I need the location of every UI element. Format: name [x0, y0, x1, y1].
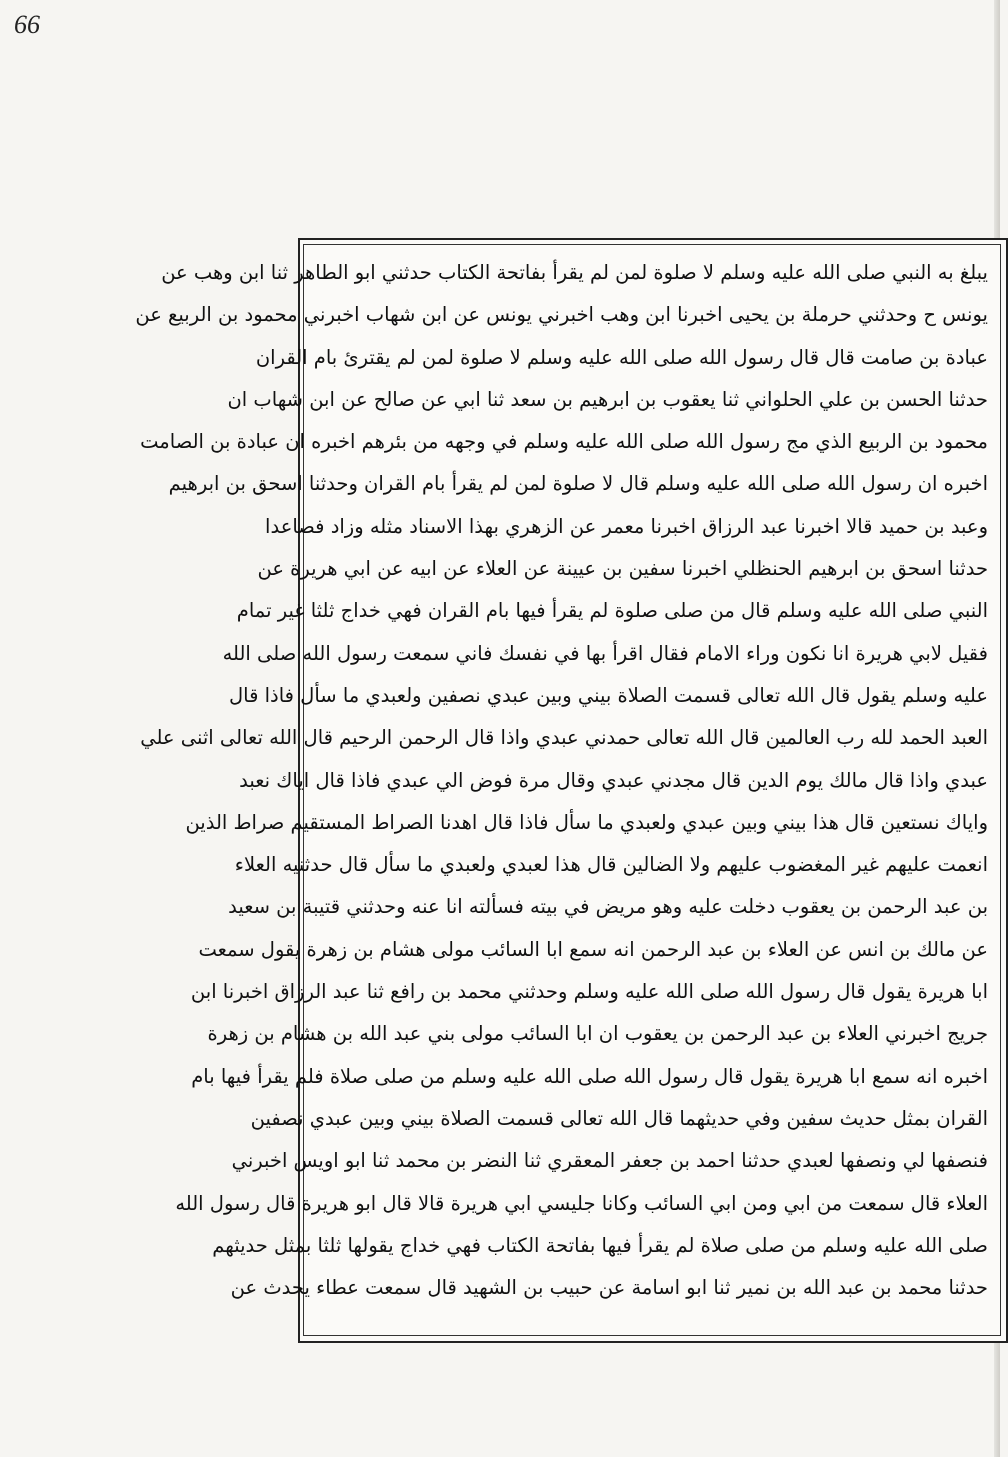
manuscript-line: عبدي واذا قال مالك يوم الدين قال مجدني عبدي وقال مرة فوض الي عبدي فاذا قال اياك نعبد	[239, 768, 988, 792]
manuscript-text-block	[135, 252, 988, 1332]
manuscript-line: العلاء قال سمعت من ابي ومن ابي السائب وكانا جليسي ابي هريرة قالا قال ابو هريرة قال رسول الله	[175, 1191, 988, 1215]
manuscript-line: صلى الله عليه وسلم من صلى صلاة لم يقرأ فيها بفاتحة الكتاب فهي خداج يقولها ثلثا بمثل حديثهم	[212, 1233, 988, 1257]
manuscript-line: عليه وسلم يقول قال الله تعالى قسمت الصلاة بيني وبين عبدي نصفين ولعبدي ما سأل فاذا قال	[228, 683, 988, 707]
manuscript-line: اخبره انه سمع ابا هريرة يقول قال رسول الله صلى الله عليه وسلم من صلى صلاة فلم يقرأ فيها بام	[191, 1064, 988, 1088]
manuscript-line: القران بمثل حديث سفين وفي حديثهما قال الله تعالى قسمت الصلاة بيني وبين عبدي نصفين	[250, 1106, 988, 1130]
manuscript-line: واياك نستعين قال هذا بيني وبين عبدي ولعبدي ما سأل فاذا قال اهدنا الصراط المستقيم صراط الذين	[185, 810, 988, 834]
manuscript-line: جريج اخبرني العلاء بن عبد الرحمن بن يعقوب ان ابا السائب مولى بني عبد الله بن هشام بن زهرة	[207, 1022, 988, 1046]
manuscript-line: عن مالك بن انس عن العلاء بن عبد الرحمن انه سمع ابا السائب مولى هشام بن زهرة يقول سمعت	[198, 937, 988, 961]
manuscript-line: فنصفها لي ونصفها لعبدي حدثنا احمد بن جعفر المعقري ثنا النضر بن محمد ثنا ابو اويس اخبرني	[231, 1149, 988, 1173]
manuscript-line: انعمت عليهم غير المغضوب عليهم ولا الضالين قال هذا لعبدي ولعبدي ما سأل قال حدثنيه العلاء	[234, 853, 988, 877]
manuscript-line: حدثنا محمد بن عبد الله بن نمير ثنا ابو اسامة عن حبيب بن الشهيد قال سمعت عطاء يحدث عن	[230, 1276, 988, 1300]
manuscript-line: يبلغ به النبي صلى الله عليه وسلم لا صلوة لمن لم يقرأ بفاتحة الكتاب حدثني ابو الطاهر ثنا ابن وهب عن	[161, 261, 988, 284]
manuscript-line: العبد الحمد لله رب العالمين قال الله تعالى حمدني عبدي واذا قال الرحمن الرحيم قال الله تعالى اثنى علي	[140, 726, 988, 750]
manuscript-line: بن عبد الرحمن بن يعقوب دخلت عليه وهو مريض في بيته فسألته انا عنه وحدثني قتيبة بن سعيد	[228, 895, 988, 919]
manuscript-line: اخبره ان رسول الله صلى الله عليه وسلم قال لا صلوة لمن لم يقرأ بام القران وحدثنا اسحق بن ابرهيم	[168, 472, 988, 496]
manuscript-line: النبي صلى الله عليه وسلم قال من صلى صلوة لم يقرأ فيها بام القران فهي خداج ثلثا غير تمام	[236, 599, 988, 623]
manuscript-line: يونس ح وحدثني حرملة بن يحيى اخبرنا ابن وهب اخبرني يونس عن ابن شهاب اخبرني محمود بن الربيع عن	[135, 303, 988, 327]
manuscript-line: حدثنا الحسن بن علي الحلواني ثنا يعقوب بن ابرهيم بن سعد ثنا ابي عن صالح عن ابن شهاب ان	[227, 387, 988, 411]
page-number: 66	[14, 10, 40, 39]
manuscript-line: وعبد بن حميد قالا اخبرنا عبد الرزاق اخبرنا معمر عن الزهري بهذا الاسناد مثله وزاد فصاعدا	[265, 514, 988, 538]
manuscript-line: عبادة بن صامت قال قال رسول الله صلى الله عليه وسلم لا صلوة لمن لم يقترئ بام القران	[255, 345, 988, 369]
manuscript-line: فقيل لابي هريرة انا نكون وراء الامام فقال اقرأ بها في نفسك فاني سمعت رسول الله صلى الله	[222, 641, 988, 665]
manuscript-line: حدثنا اسحق بن ابرهيم الحنظلي اخبرنا سفين بن عيينة عن العلاء عن ابيه عن ابي هريرة عن	[257, 557, 988, 581]
manuscript-line: ابا هريرة يقول قال رسول الله صلى الله عليه وسلم وحدثني محمد بن رافع ثنا عبد الرزاق اخبرنا ابن	[190, 980, 988, 1004]
manuscript-line: محمود بن الربيع الذي مج رسول الله صلى الله عليه وسلم في وجهه من بئرهم اخبره ان عبادة بن الصامت	[140, 430, 988, 454]
